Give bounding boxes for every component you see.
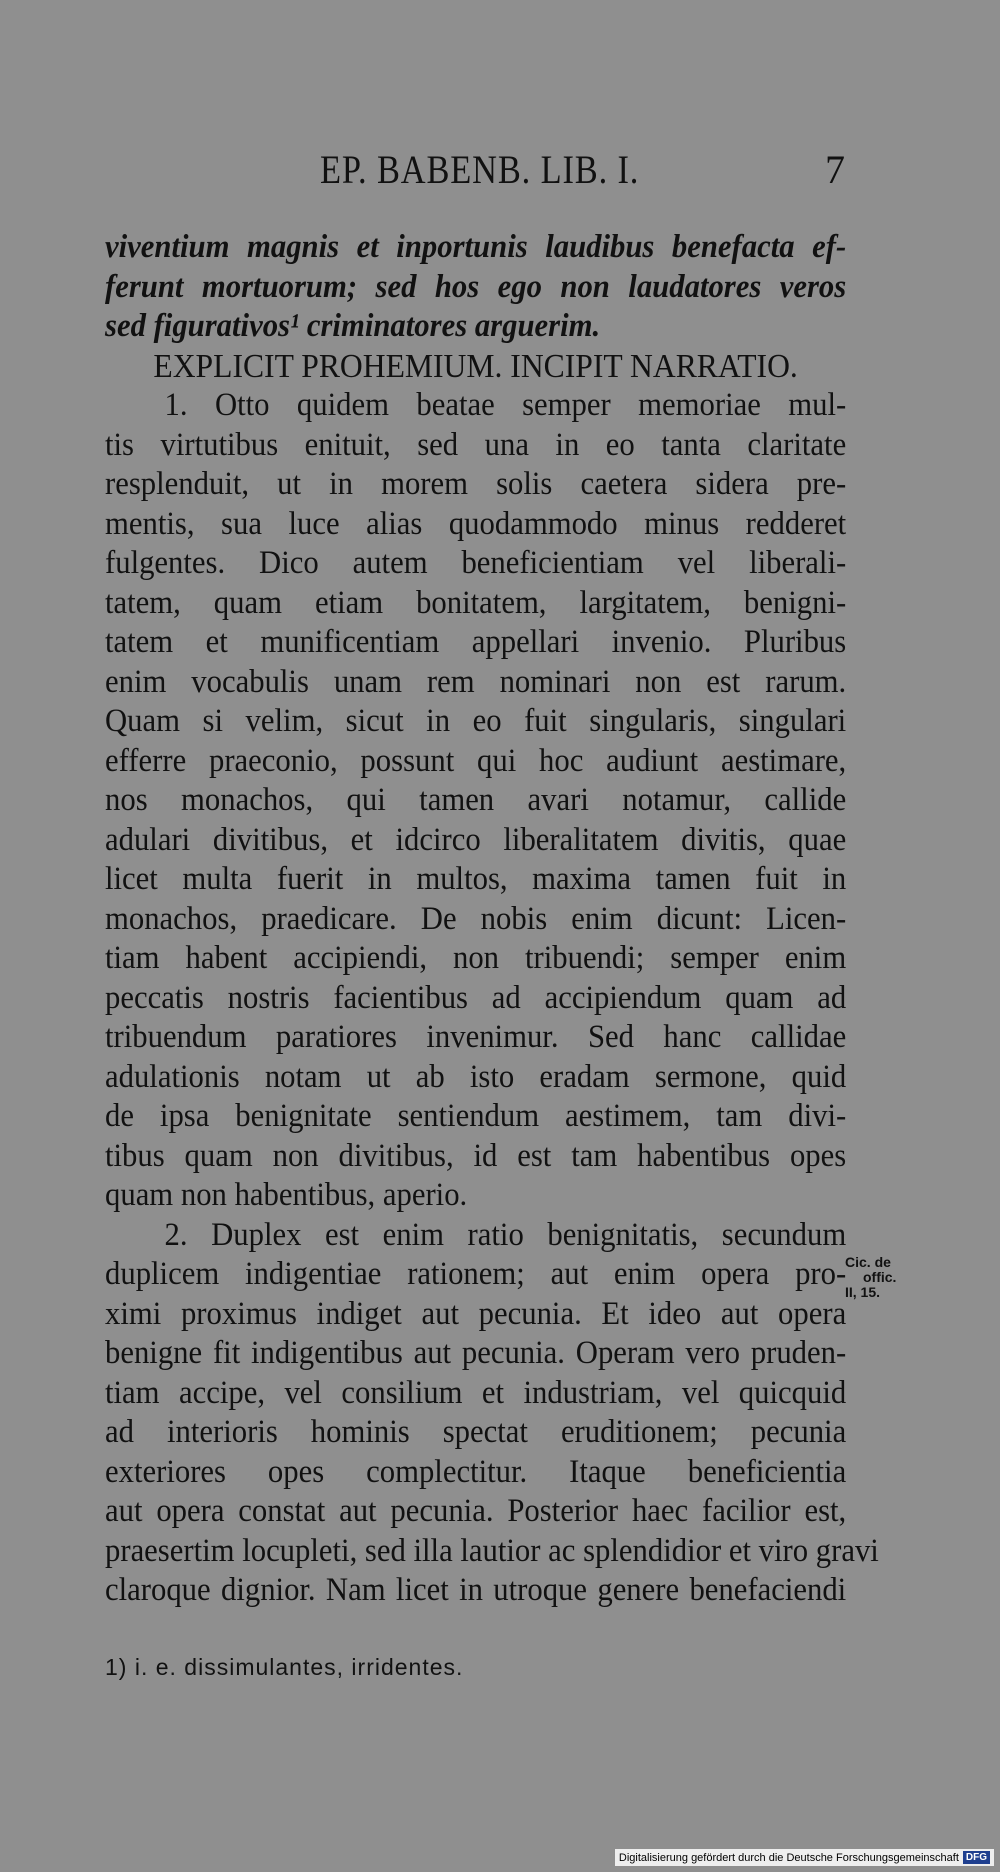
text-line: benigne fit indigentibus aut pecunia. Operam vero pruden- — [105, 1335, 847, 1371]
text-line: duplicem indigentiae rationem; aut enim opera pro- — [105, 1256, 847, 1292]
text-line: mentis, sua luce alias quodammodo minus redderet — [105, 505, 847, 542]
text-line: 2. Duplex est enim ratio benignitatis, secundum — [164, 1216, 847, 1253]
footnote: 1) i. e. dissimulantes, irridentes. — [105, 1654, 464, 1680]
text-line: adulationis notam ut ab isto eradam sermone, quid — [105, 1058, 847, 1095]
text-line: ferunt mortuorum; sed hos ego non laudatores veros — [105, 268, 847, 305]
text-line: praesertim locupleti, sed illa lautior ac splendidior et viro gravi — [105, 1532, 879, 1569]
margin-note-line: II, 15. — [845, 1284, 881, 1300]
text-line: tribuendum paratiores invenimur. Sed hanc callidae — [105, 1019, 847, 1055]
text-line: licet multa fuerit in multos, maxima tamen fuit in — [105, 861, 847, 897]
text-line: tatem et munificentiam appellari invenio. Pluribus — [105, 624, 847, 660]
text-line: fulgentes. Dico autem beneficientiam vel liberali- — [105, 545, 847, 581]
running-head: EP. BABENB. LIB. I. — [320, 147, 640, 192]
text-line: claroque dignior. Nam licet in utroque genere benefaciendi — [105, 1572, 847, 1608]
text-line: peccatis nostris facientibus ad accipiendum quam ad — [105, 979, 847, 1016]
text-line: tis virtutibus enituit, sed una in eo tanta claritate — [105, 426, 847, 463]
text-line: monachos, praedicare. De nobis enim dicunt: Licen- — [105, 900, 847, 937]
text-line: Quam si velim, sicut in eo fuit singularis, singulari — [105, 703, 847, 739]
text-line: exteriores opes complectitur. Itaque beneficientia — [105, 1453, 847, 1490]
text-line: tibus quam non divitibus, id est tam habentibus opes — [105, 1137, 847, 1174]
text-line: viventium magnis et inportunis laudibus benefacta ef- — [105, 229, 847, 265]
text-line: de ipsa benignitate sentiendum aestimem, tam divi- — [105, 1098, 847, 1134]
text-line: sed figurativos¹ criminatores arguerim. — [105, 308, 601, 344]
text-line: resplenduit, ut in morem solis caetera sidera pre- — [105, 466, 847, 502]
dfg-logo-icon: DFG — [963, 1851, 990, 1864]
text-line: ad interioris hominis spectat eruditionem; pecunia — [105, 1414, 847, 1450]
text-line: enim vocabulis unam rem nominari non est rarum. — [105, 663, 847, 700]
margin-note-line: Cic. de — [845, 1254, 891, 1270]
text-line: tiam accipe, vel consilium et industriam, vel quicquid — [105, 1374, 847, 1411]
text-line: adulari divitibus, et idcirco liberalitatem divitis, quae — [105, 821, 847, 858]
text-line: 1. Otto quidem beatae semper memoriae mul- — [164, 387, 847, 423]
margin-note — [845, 1255, 896, 1300]
credit-text: Digitalisierung gefördert durch die Deutsche Forschungsgemeinschaft — [618, 1851, 959, 1864]
margin-note-line: offic. — [863, 1269, 897, 1285]
text-line: nos monachos, qui tamen avari notamur, callide — [105, 782, 847, 818]
text-line: quam non habentibus, aperio. — [105, 1177, 468, 1213]
page-number: 7 — [825, 147, 845, 192]
digitization-credit — [615, 1849, 994, 1866]
page-header — [105, 140, 845, 200]
text-line: efferre praeconio, possunt qui hoc audiunt aestimare, — [105, 742, 847, 779]
text-line: tiam habent accipiendi, non tribuendi; semper enim — [105, 940, 847, 976]
text-line: aut opera constat aut pecunia. Posterior haec facilior est, — [105, 1493, 847, 1529]
text-line: tatem, quam etiam bonitatem, largitatem, benigni- — [105, 584, 847, 621]
text-line: ximi proximus indiget aut pecunia. Et ideo aut opera — [105, 1295, 847, 1332]
text-line: EXPLICIT PROHEMIUM. INCIPIT NARRATIO. — [153, 347, 798, 385]
